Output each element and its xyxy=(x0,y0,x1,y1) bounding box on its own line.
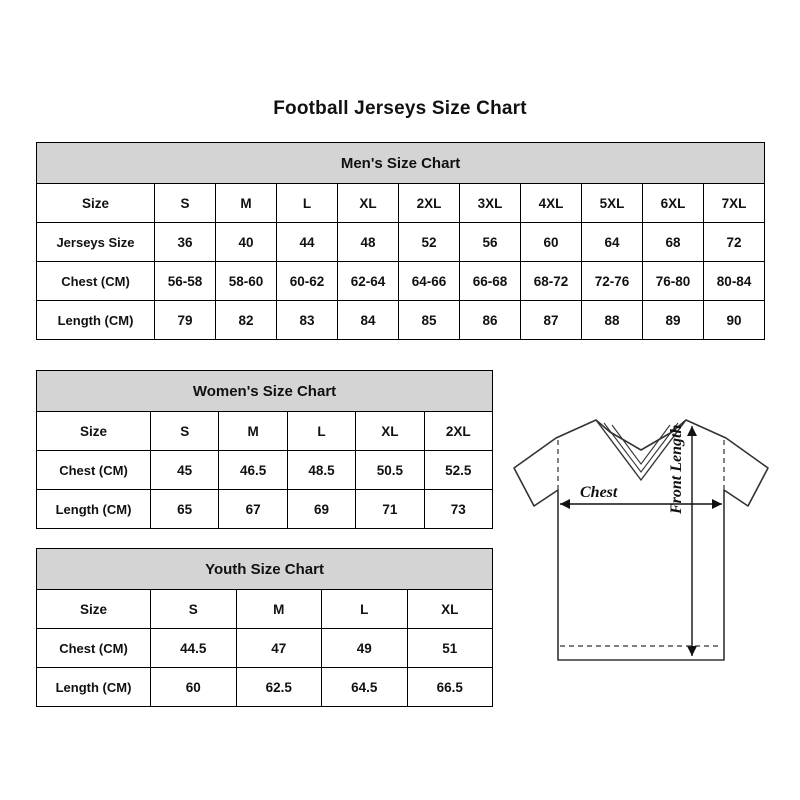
table-cell: 85 xyxy=(399,301,460,340)
table-row xyxy=(37,223,765,262)
table-cell: 72-76 xyxy=(582,262,643,301)
row-label: Size xyxy=(37,412,151,451)
table-cell: 89 xyxy=(643,301,704,340)
table-cell: 66-68 xyxy=(460,262,521,301)
table-cell: 44.5 xyxy=(151,629,237,668)
row-label: Jerseys Size xyxy=(37,223,155,262)
table-cell: 52.5 xyxy=(424,451,492,490)
shirt-body-path xyxy=(514,420,768,660)
table-cell: 82 xyxy=(216,301,277,340)
table-cell: 67 xyxy=(219,490,287,529)
table-cell: 48 xyxy=(338,223,399,262)
table-row xyxy=(37,301,765,340)
table-cell: 83 xyxy=(277,301,338,340)
table-row xyxy=(37,629,493,668)
column-header: 6XL xyxy=(643,184,704,223)
column-header: M xyxy=(236,590,322,629)
chest-measure-label: Chest xyxy=(580,484,618,501)
table-cell: 51 xyxy=(407,629,493,668)
table-row xyxy=(37,451,493,490)
jersey-measurement-diagram xyxy=(496,398,786,688)
table-cell: 90 xyxy=(704,301,765,340)
table-cell: 40 xyxy=(216,223,277,262)
table-row xyxy=(37,590,493,629)
column-header: M xyxy=(216,184,277,223)
table-row xyxy=(37,262,765,301)
table-cell: 44 xyxy=(277,223,338,262)
table-cell: 62-64 xyxy=(338,262,399,301)
table-cell: 80-84 xyxy=(704,262,765,301)
column-header: XL xyxy=(356,412,424,451)
table-row xyxy=(37,490,493,529)
table-cell: 79 xyxy=(155,301,216,340)
table-cell: 48.5 xyxy=(287,451,355,490)
table-cell: 56-58 xyxy=(155,262,216,301)
row-label: Chest (CM) xyxy=(37,629,151,668)
column-header: S xyxy=(151,590,237,629)
table-cell: 66.5 xyxy=(407,668,493,707)
column-header: M xyxy=(219,412,287,451)
womens-size-chart xyxy=(36,370,492,529)
column-header: XL xyxy=(407,590,493,629)
column-header: 3XL xyxy=(460,184,521,223)
table-cell: 64 xyxy=(582,223,643,262)
table-cell: 64.5 xyxy=(322,668,408,707)
row-label: Chest (CM) xyxy=(37,262,155,301)
table-cell: 47 xyxy=(236,629,322,668)
column-header: 4XL xyxy=(521,184,582,223)
mens-size-chart xyxy=(36,142,764,340)
table-cell: 65 xyxy=(151,490,219,529)
table-cell: 68-72 xyxy=(521,262,582,301)
mens-size-table xyxy=(36,142,765,340)
womens-size-table xyxy=(36,370,493,529)
table-cell: 84 xyxy=(338,301,399,340)
table-cell: 72 xyxy=(704,223,765,262)
jersey-outline-icon xyxy=(496,398,786,688)
table-cell: 49 xyxy=(322,629,408,668)
table-cell: 88 xyxy=(582,301,643,340)
table-cell: 76-80 xyxy=(643,262,704,301)
table-cell: 52 xyxy=(399,223,460,262)
page-title: Football Jerseys Size Chart xyxy=(273,98,527,119)
column-header: L xyxy=(322,590,408,629)
table-row xyxy=(37,668,493,707)
table-cell: 45 xyxy=(151,451,219,490)
table-cell: 50.5 xyxy=(356,451,424,490)
row-label: Chest (CM) xyxy=(37,451,151,490)
table-cell: 36 xyxy=(155,223,216,262)
youth-size-table xyxy=(36,548,493,707)
table-row xyxy=(37,184,765,223)
table-caption-row xyxy=(37,549,493,590)
table-cell: 68 xyxy=(643,223,704,262)
table-cell: 69 xyxy=(287,490,355,529)
column-header: 7XL xyxy=(704,184,765,223)
youth-table-caption: Youth Size Chart xyxy=(37,549,493,590)
youth-size-chart xyxy=(36,548,492,707)
table-cell: 56 xyxy=(460,223,521,262)
table-cell: 60 xyxy=(521,223,582,262)
table-cell: 60 xyxy=(151,668,237,707)
table-caption-row xyxy=(37,143,765,184)
womens-table-caption: Women's Size Chart xyxy=(37,371,493,412)
table-cell: 58-60 xyxy=(216,262,277,301)
row-label: Size xyxy=(37,184,155,223)
row-label: Length (CM) xyxy=(37,301,155,340)
table-cell: 60-62 xyxy=(277,262,338,301)
table-cell: 73 xyxy=(424,490,492,529)
column-header: S xyxy=(155,184,216,223)
column-header: L xyxy=(287,412,355,451)
table-cell: 71 xyxy=(356,490,424,529)
table-cell: 86 xyxy=(460,301,521,340)
table-cell: 46.5 xyxy=(219,451,287,490)
row-label: Length (CM) xyxy=(37,668,151,707)
row-label: Size xyxy=(37,590,151,629)
table-cell: 87 xyxy=(521,301,582,340)
column-header: S xyxy=(151,412,219,451)
front-length-measure-label: Front Length xyxy=(668,424,685,514)
row-label: Length (CM) xyxy=(37,490,151,529)
column-header: 2XL xyxy=(424,412,492,451)
column-header: XL xyxy=(338,184,399,223)
table-row xyxy=(37,412,493,451)
table-cell: 64-66 xyxy=(399,262,460,301)
mens-table-caption: Men's Size Chart xyxy=(37,143,765,184)
column-header: L xyxy=(277,184,338,223)
table-cell: 62.5 xyxy=(236,668,322,707)
column-header: 5XL xyxy=(582,184,643,223)
table-caption-row xyxy=(37,371,493,412)
column-header: 2XL xyxy=(399,184,460,223)
